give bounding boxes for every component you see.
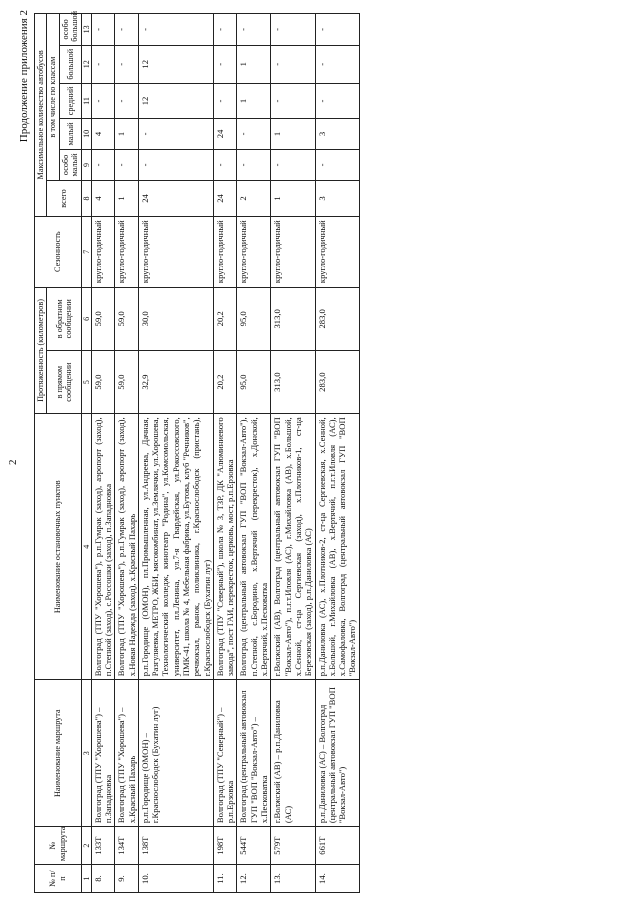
route-number: 661Т [315,827,359,865]
buses-medium: - [271,83,315,118]
buses-medium: - [213,83,237,118]
row-num: 14. [315,865,359,893]
route-name: р.п.Городище (ОМОН) – г.Краснослободск (Бухатин луг) [138,680,213,827]
row-num: 9. [115,865,139,893]
header-num: № п/п [35,865,82,893]
header-class-esmall: особо малый [59,149,81,181]
buses-medium: 12 [138,83,213,118]
length-reverse: 283,0 [315,287,359,350]
table-row [237,14,271,893]
route-name: г.Волжский (АВ) – р.п.Даниловка (АС) [271,680,315,827]
length-reverse: 30,0 [138,287,213,350]
header-class-elarge: особо большой [59,14,81,46]
length-forward: 32,9 [138,350,213,413]
table-row [315,14,359,893]
column-number: 11 [81,83,91,118]
column-number: 10 [81,119,91,149]
buses-small: - [138,119,213,149]
route-number: 138Т [138,827,213,865]
buses-total: 24 [138,181,213,216]
buses-elarge: - [213,14,237,46]
length-forward: 313,0 [271,350,315,413]
length-reverse: 20,2 [213,287,237,350]
buses-elarge: - [91,14,115,46]
column-number: 12 [81,45,91,83]
row-num: 11. [213,865,237,893]
buses-total: 3 [315,181,359,216]
column-number: 9 [81,149,91,181]
column-number: 4 [81,414,91,680]
column-number: 3 [81,680,91,827]
length-reverse: 313,0 [271,287,315,350]
column-number: 1 [81,865,91,893]
header-season: Сезонность [35,216,82,287]
column-number: 8 [81,181,91,216]
header-total: всего [47,181,81,216]
buses-small: 24 [213,119,237,149]
buses-large: - [115,45,139,83]
length-forward: 59,0 [115,350,139,413]
buses-total: 4 [91,181,115,216]
column-numbers-row [81,14,91,893]
buses-esmall: - [138,149,213,181]
table-row [138,14,213,893]
header-route-name: Наименование маршрута [35,680,82,827]
route-number: 134Т [115,827,139,865]
season: кругло-годичный [91,216,115,287]
column-number: 6 [81,287,91,350]
season: кругло-годичный [213,216,237,287]
row-num: 10. [138,865,213,893]
buses-elarge: - [237,14,271,46]
route-stops: Волгоград (ТПУ "Северный"), школа № 3, ТЗР, ДК "Алюминиевого завода", пост ГАИ, перекресток, церковь, мост, р.п.Ерзовка [213,414,237,680]
route-stops: Волгоград (центральный автовокзал ГУП "ВОП "Вокзал-Авто"), п.Степной, с.Бородино, х.Вертячий (перекресток), х.Донской, х.Вертячий, х.Песковатка [237,414,271,680]
buses-esmall: - [271,149,315,181]
header-class-medium: средний [59,83,81,118]
buses-large: - [91,45,115,83]
header-by-class: в том числе по классам [47,14,59,181]
column-number: 5 [81,350,91,413]
routes-table [34,13,360,893]
length-forward: 59,0 [91,350,115,413]
header-length: Протяженность (километров) [35,287,47,414]
buses-elarge: - [315,14,359,46]
appendix-note: Продолжение приложения 2 [18,10,30,143]
column-number: 7 [81,216,91,287]
buses-large: 12 [138,45,213,83]
table-row [213,14,237,893]
route-name: Волгоград (ТПУ "Хорошева") – п.Западновка [91,680,115,827]
route-number: 579Т [271,827,315,865]
buses-small: 1 [115,119,139,149]
row-num: 13. [271,865,315,893]
length-reverse: 95,0 [237,287,271,350]
route-name: Волгоград (ТПУ "Северный") – р.п.Ерзовка [213,680,237,827]
header-length-reverse: в обратном сообщении [47,287,81,350]
buses-elarge: - [138,14,213,46]
buses-medium: - [115,83,139,118]
buses-large: 1 [237,45,271,83]
length-forward: 95,0 [237,350,271,413]
buses-esmall: - [91,149,115,181]
season: кругло-годичный [237,216,271,287]
route-stops: р.п.Городище (ОМОН), пл.Промышленная, ул.Андреева, Дачная, Разгуляевка, МЕТРО, ЖБИ, мясокомбинат, ул.Землячки, ул.Хорошева, Технологический колледж, кинотеатр "Родина", ул.Комсомольская, университет, пл.Ленина, ул.7-я Гвардейская, ул.Рокоссовского, ПМК-41, школа № 4, Мебельная фабрика, ул.Бутова, клуб "Речников", речвокзал, рынок, поликлиника, г.Краснослободск (пристань), г.Краснослободск (Бухатин луг) [138,414,213,680]
route-name: р.п.Даниловка (АС) – Волгоград (центральный автовокзал ГУП "ВОП "Вокзал-Авто") [315,680,359,827]
table-row [115,14,139,893]
buses-large: - [271,45,315,83]
row-num: 8. [91,865,115,893]
buses-large: - [213,45,237,83]
header-row-1 [35,14,47,893]
row-num: 12. [237,865,271,893]
buses-small: 1 [271,119,315,149]
length-forward: 20,2 [213,350,237,413]
column-number: 2 [81,827,91,865]
buses-total: 1 [115,181,139,216]
season: кругло-годичный [271,216,315,287]
buses-esmall: - [115,149,139,181]
buses-medium: 1 [237,83,271,118]
header-class-small: малый [59,119,81,149]
buses-esmall: - [237,149,271,181]
header-max-buses: Максимальное количество автобусов [35,14,47,217]
buses-esmall: - [315,149,359,181]
buses-small: - [237,119,271,149]
buses-elarge: - [271,14,315,46]
length-forward: 283,0 [315,350,359,413]
route-name: Волгоград (центральный автовокзал ГУП "ВОП "Вокзал-Авто") – х.Песковатка [237,680,271,827]
season: кругло-годичный [115,216,139,287]
season: кругло-годичный [315,216,359,287]
buses-esmall: - [213,149,237,181]
length-reverse: 59,0 [115,287,139,350]
length-reverse: 59,0 [91,287,115,350]
buses-total: 1 [271,181,315,216]
buses-total: 24 [213,181,237,216]
route-number: 544Т [237,827,271,865]
table-row [271,14,315,893]
header-class-large: большой [59,45,81,83]
route-number: 133Т [91,827,115,865]
buses-medium: - [91,83,115,118]
route-name: Волгоград (ТПУ "Хорошева") – х.Красный Пахарь [115,680,139,827]
buses-large: - [315,45,359,83]
header-route-num: № маршрута [35,827,82,865]
season: кругло-годичный [138,216,213,287]
header-length-forward: в прямом сообщении [47,350,81,413]
buses-medium: - [315,83,359,118]
route-stops: Волгоград (ТПУ "Хорошева"), р.п.Гумрак (заход), аэропорт (заход), п.Степной (заход), с.Россошки (заход), п.Западновка [91,414,115,680]
buses-elarge: - [115,14,139,46]
route-stops: г.Волжский (АВ), Волгоград (центральный автовокзал ГУП "ВОП "Вокзал-Авто"), п.г.т.Иловля (АС), г.Михайловка (АВ), х.Большой, х.Сенной, ст-ца Сергиевская (заход), х.Плотников-1, ст-ца Березовская (заход), р.п.Даниловка (АС) [271,414,315,680]
route-stops: Волгоград (ТПУ "Хорошева"), р.п.Гумрак (заход), аэропорт (заход), х.Новая Надежда (заход), х.Красный Пахарь [115,414,139,680]
buses-small: 3 [315,119,359,149]
buses-small: 4 [91,119,115,149]
header-stops: Наименование остановочных пунктов [35,414,82,680]
table-row [91,14,115,893]
route-stops: р.п.Даниловка (АС), х.Плотников-2, ст-ца Сергиевская, х.Сенной, х.Большой, г.Михайловка (АВ), х.Вертячий, п.г.т.Иловля (АС), х.Самофаловка, Волгоград (центральный автовокзал ГУП "ВОП "Вокзал-Авто") [315,414,359,680]
column-number: 13 [81,14,91,46]
route-number: 198Т [213,827,237,865]
page-number: 2 [7,459,19,465]
buses-total: 2 [237,181,271,216]
